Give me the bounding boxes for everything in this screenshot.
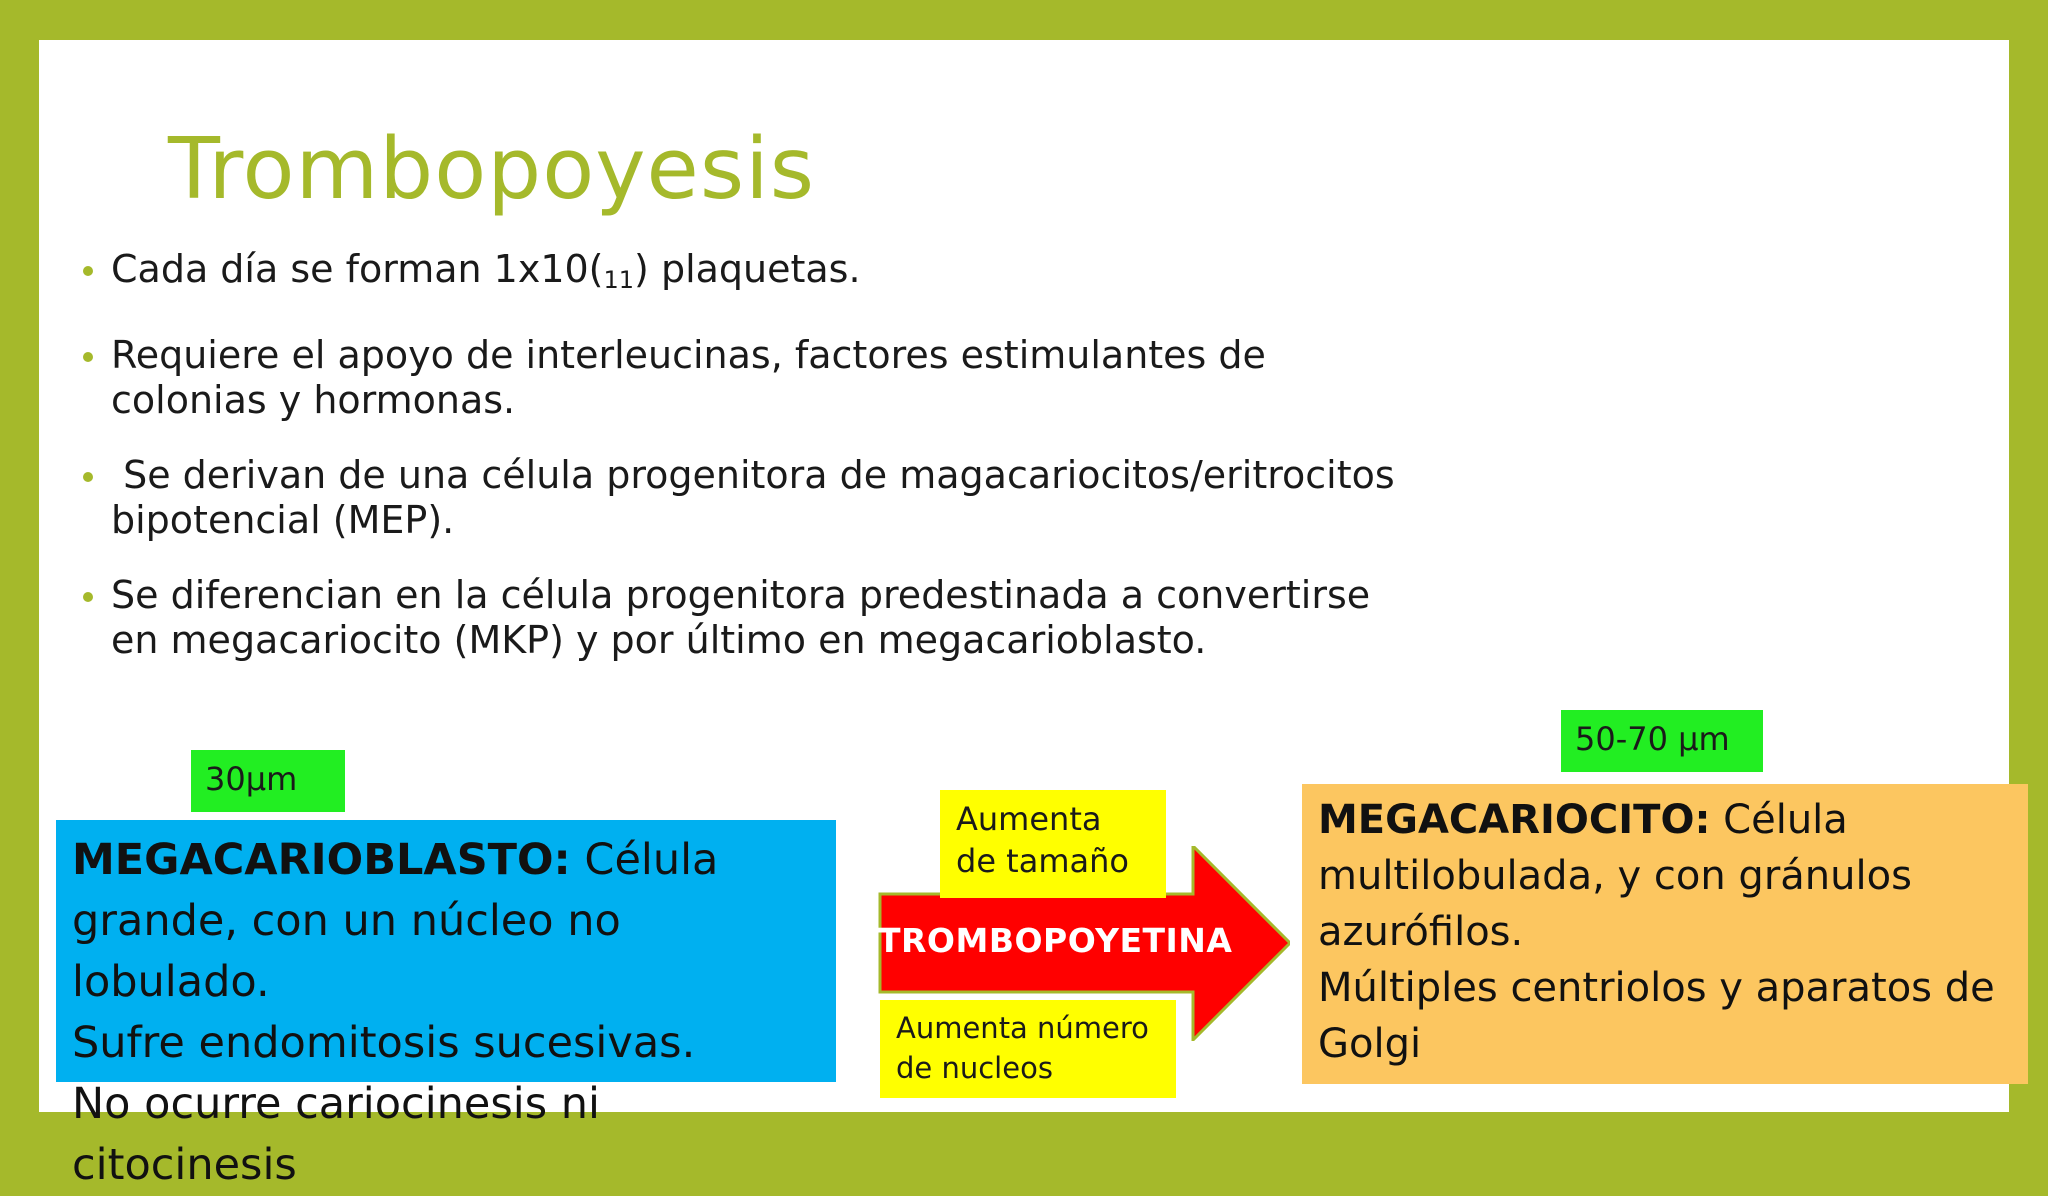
bullet-line: colonias y hormonas. (111, 378, 516, 422)
megacarioblasto-line: Sufre endomitosis sucesivas. (72, 1018, 696, 1068)
note-line: de tamaño (956, 842, 1129, 880)
megacarioblasto-line: grande, con un núcleo no lobulado. (72, 896, 621, 1007)
megacariocito-line: azurófilos. (1318, 909, 1524, 955)
megacariocito-line: Golgi (1318, 1021, 1422, 1067)
megacarioblasto-term: MEGACARIOBLASTO: (72, 835, 571, 885)
bullet-line: Requiere el apoyo de interleucinas, factores estimulantes de (111, 333, 1266, 377)
bullet-list (83, 247, 1463, 693)
megacariocito-line: Múltiples centriolos y aparatos de (1318, 965, 1995, 1011)
note-line: Aumenta (956, 800, 1102, 838)
bullet-dot-icon (83, 592, 93, 602)
note-line: de nucleos (896, 1051, 1053, 1085)
bullet-line: Se derivan de una célula progenitora de magacariocitos/eritrocitos (111, 453, 1395, 497)
megacarioblasto-box (56, 820, 836, 1190)
bullet-item (83, 573, 1463, 663)
bullet-item (83, 333, 1463, 423)
bullet-text-pre: Cada día se forman 1x10( (111, 247, 604, 291)
arrow-label: TROMBOPOYETINA (878, 921, 1233, 960)
bullet-subscript: 11 (603, 266, 635, 294)
size-tag-megacarioblasto: 30µm (191, 750, 345, 812)
note-aumenta-nucleos (880, 1000, 1176, 1098)
bullet-item (83, 247, 1463, 303)
note-aumenta-tamano (940, 790, 1166, 898)
bullet-line: bipotencial (MEP). (111, 498, 455, 542)
megacariocito-term: MEGACARIOCITO: (1318, 797, 1711, 843)
megacariocito-box (1302, 784, 2028, 1084)
bullet-dot-icon (83, 266, 93, 276)
bullet-dot-icon (83, 352, 93, 362)
slide-title: Trombopoyesis (168, 120, 816, 219)
bullet-line: en megacariocito (MKP) y por último en megacarioblasto. (111, 618, 1207, 662)
megacarioblasto-line: Célula (570, 835, 719, 885)
megacarioblasto-line: No ocurre cariocinesis ni citocinesis (72, 1079, 600, 1190)
note-line: Aumenta número (896, 1011, 1149, 1045)
bullet-dot-icon (83, 472, 93, 482)
bullet-item (83, 453, 1463, 543)
bullet-text-post: ) plaquetas. (634, 247, 861, 291)
bullet-line: Se diferencian en la célula progenitora predestinada a convertirse (111, 573, 1371, 617)
megacariocito-line: multilobulada, y con gránulos (1318, 853, 1912, 899)
megacariocito-line: Célula (1710, 797, 1848, 843)
size-tag-megacariocito: 50-70 µm (1561, 710, 1763, 772)
